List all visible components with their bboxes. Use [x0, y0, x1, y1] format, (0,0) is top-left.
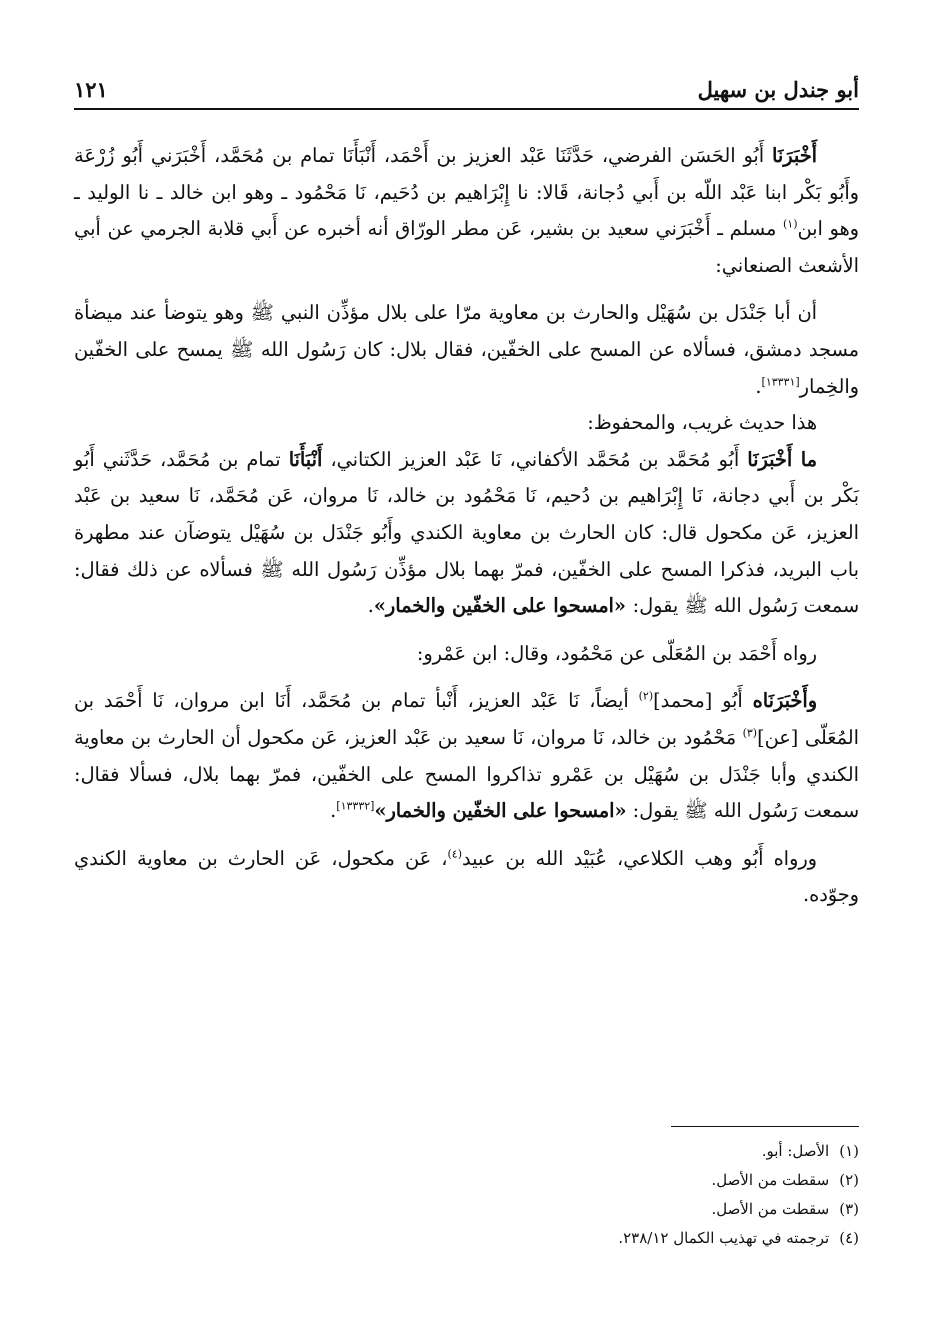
footnote-number: (٤) — [839, 1229, 859, 1247]
paragraph-text: أَبُو [محمد] — [653, 689, 753, 713]
paragraph-6 — [74, 683, 859, 829]
hadith-quote: «امسحوا على الخفّين والخمار» — [374, 799, 627, 823]
paragraph-text: هذا حديث غريب، والمحفوظ: — [587, 411, 817, 435]
page-number: ١٢١ — [74, 77, 108, 102]
paragraph-3 — [74, 405, 859, 442]
footnote-item — [74, 1166, 859, 1195]
footnote-marker: (٤) — [447, 847, 462, 861]
footnote-number: (١) — [839, 1142, 859, 1160]
paragraph-1 — [74, 138, 859, 284]
paragraph-end: . — [367, 594, 374, 618]
footnote-text: سقطت من الأصل. — [711, 1171, 830, 1189]
paragraph-5 — [74, 636, 859, 673]
footnote-item — [74, 1224, 859, 1253]
footnotes — [74, 1137, 859, 1253]
footnote-marker: (٣) — [742, 726, 758, 740]
footnote-marker: (١) — [782, 217, 798, 231]
paragraph-text: أيضاً، نَا عَبْد العزيز، أَنْبأ تمام بن مُحَمَّد، أَنَا ابن مروان، نَا أَحْمَد بن المُعَلّى [عن] — [74, 689, 859, 749]
isnad-lead: وأَخْبَرَنَاه — [752, 689, 818, 713]
isnad-lead: أَخْبَرَنَا — [772, 144, 817, 167]
footnote-number: (٢) — [839, 1171, 859, 1189]
isnad-lead: أَنْبَأَنَا — [288, 447, 323, 471]
footnote-text: ترجمته في تهذيب الكمال ٢٣٨/١٢. — [618, 1229, 830, 1247]
isnad-lead: ما أَخْبَرَنَا — [747, 447, 817, 471]
paragraph-text: أن أبا جَنْدَل بن سُهَيْل والحارث بن معاوية مرّا على بلال مؤذِّن النبي ﷺ وهو يتوضأ عند ميضأة مسجد دمشق، فسألاه عن المسح على الخفّين، فقال بلال: كان رَسُول الله ﷺ يمسح على الخفّين والخِمار — [74, 301, 859, 398]
paragraph-7 — [74, 841, 859, 914]
paragraph-end: . — [755, 374, 762, 398]
footnote-item — [74, 1137, 859, 1166]
paragraph-text: ورواه أَبُو وهب الكلاعي، عُبَيْد الله بن عبيد — [462, 846, 817, 870]
footnote-divider — [671, 1126, 859, 1127]
running-title: أبو جندل بن سهيل — [697, 77, 859, 102]
paragraph-end: . — [330, 799, 337, 823]
hadith-number: [١٣٣٣٢] — [336, 799, 375, 813]
main-text — [74, 138, 859, 914]
footnote-text: سقطت من الأصل. — [711, 1200, 830, 1218]
hadith-quote: «امسحوا على الخفّين والخمار» — [373, 594, 633, 618]
paragraph-text: أَبُو مُحَمَّد بن مُحَمَّد الأكفاني، نَا عَبْد العزيز الكتاني، — [322, 447, 748, 471]
paragraph-text: تمام بن مُحَمَّد، حَدَّثَني أَبُو بَكْر بن أَبي دجانة، نَا إِبْرَاهيم بن دُحيم، نَا مَحْمُود بن خالد، نَا مروان، عَن مُحَمَّد، نَا سعيد بن عَبْد العزيز، عَن مكحول قال: كان الحارث بن معاوية الكندي وأَبُو جَنْدَل بن سُهَيْل يتوضآن عند مطهرة باب البريد، فذكرا المسح على الخفّين، فمرّ بهما بلال مؤذِّن رَسُول الله ﷺ فسألاه عن ذلك فقال: سمعت رَسُول الله ﷺ يقول: — [74, 447, 859, 618]
paragraph-4 — [74, 442, 859, 625]
paragraph-text: رواه أَحْمَد بن المُعَلّى عن مَحْمُود، وقال: ابن عَمْرو: — [416, 641, 817, 665]
paragraph-text: أَبُو الحَسَن الفرضي، حَدَّثَنَا عَبْد العزيز بن أَحْمَد، أَنْبَأَنَا تمام بن مُحَمَّد، أَخْبَرَني أَبُو زُرْعَة وأَبُو بَكْر ابنا عَبْد اللّه بن أَبي دُجانة، قَالا: نا إِبْرَاهيم بن دُحَيم، نَا مَحْمُود ـ وهو ابن خالد ـ نا الوليد ـ وهو ابن — [74, 144, 859, 241]
footnote-item — [74, 1195, 859, 1224]
paragraph-text: ، عَن مكحول، عَن الحارث بن معاوية الكندي وجوّده. — [74, 846, 859, 907]
footnote-text: الأصل: أبو. — [761, 1142, 830, 1160]
page-header — [74, 62, 859, 110]
paragraph-text: مَحْمُود بن خالد، نَا مروان، نَا سعيد بن عَبْد العزيز، عَن مكحول أن الحارث بن معاوية الكندي وأبا جَنْدَل بن سُهَيْل بن عَمْرو تذاكروا المسح على الخفّين، فمرّ بهما بلال، فسألا فقال: سمعت رَسُول الله ﷺ يقول: — [74, 725, 859, 823]
paragraph-2 — [74, 295, 859, 405]
footnote-marker: (٢) — [638, 689, 654, 703]
paragraph-text: مسلم ـ أَخْبَرَني سعيد بن بشير، عَن مطر الورّاق أنه أخبره عن أَبي قلابة الجرمي عن أبي الأشعث الصنعاني: — [74, 217, 859, 277]
hadith-number: [١٣٣٣١] — [761, 375, 800, 389]
footnote-number: (٣) — [839, 1200, 859, 1218]
